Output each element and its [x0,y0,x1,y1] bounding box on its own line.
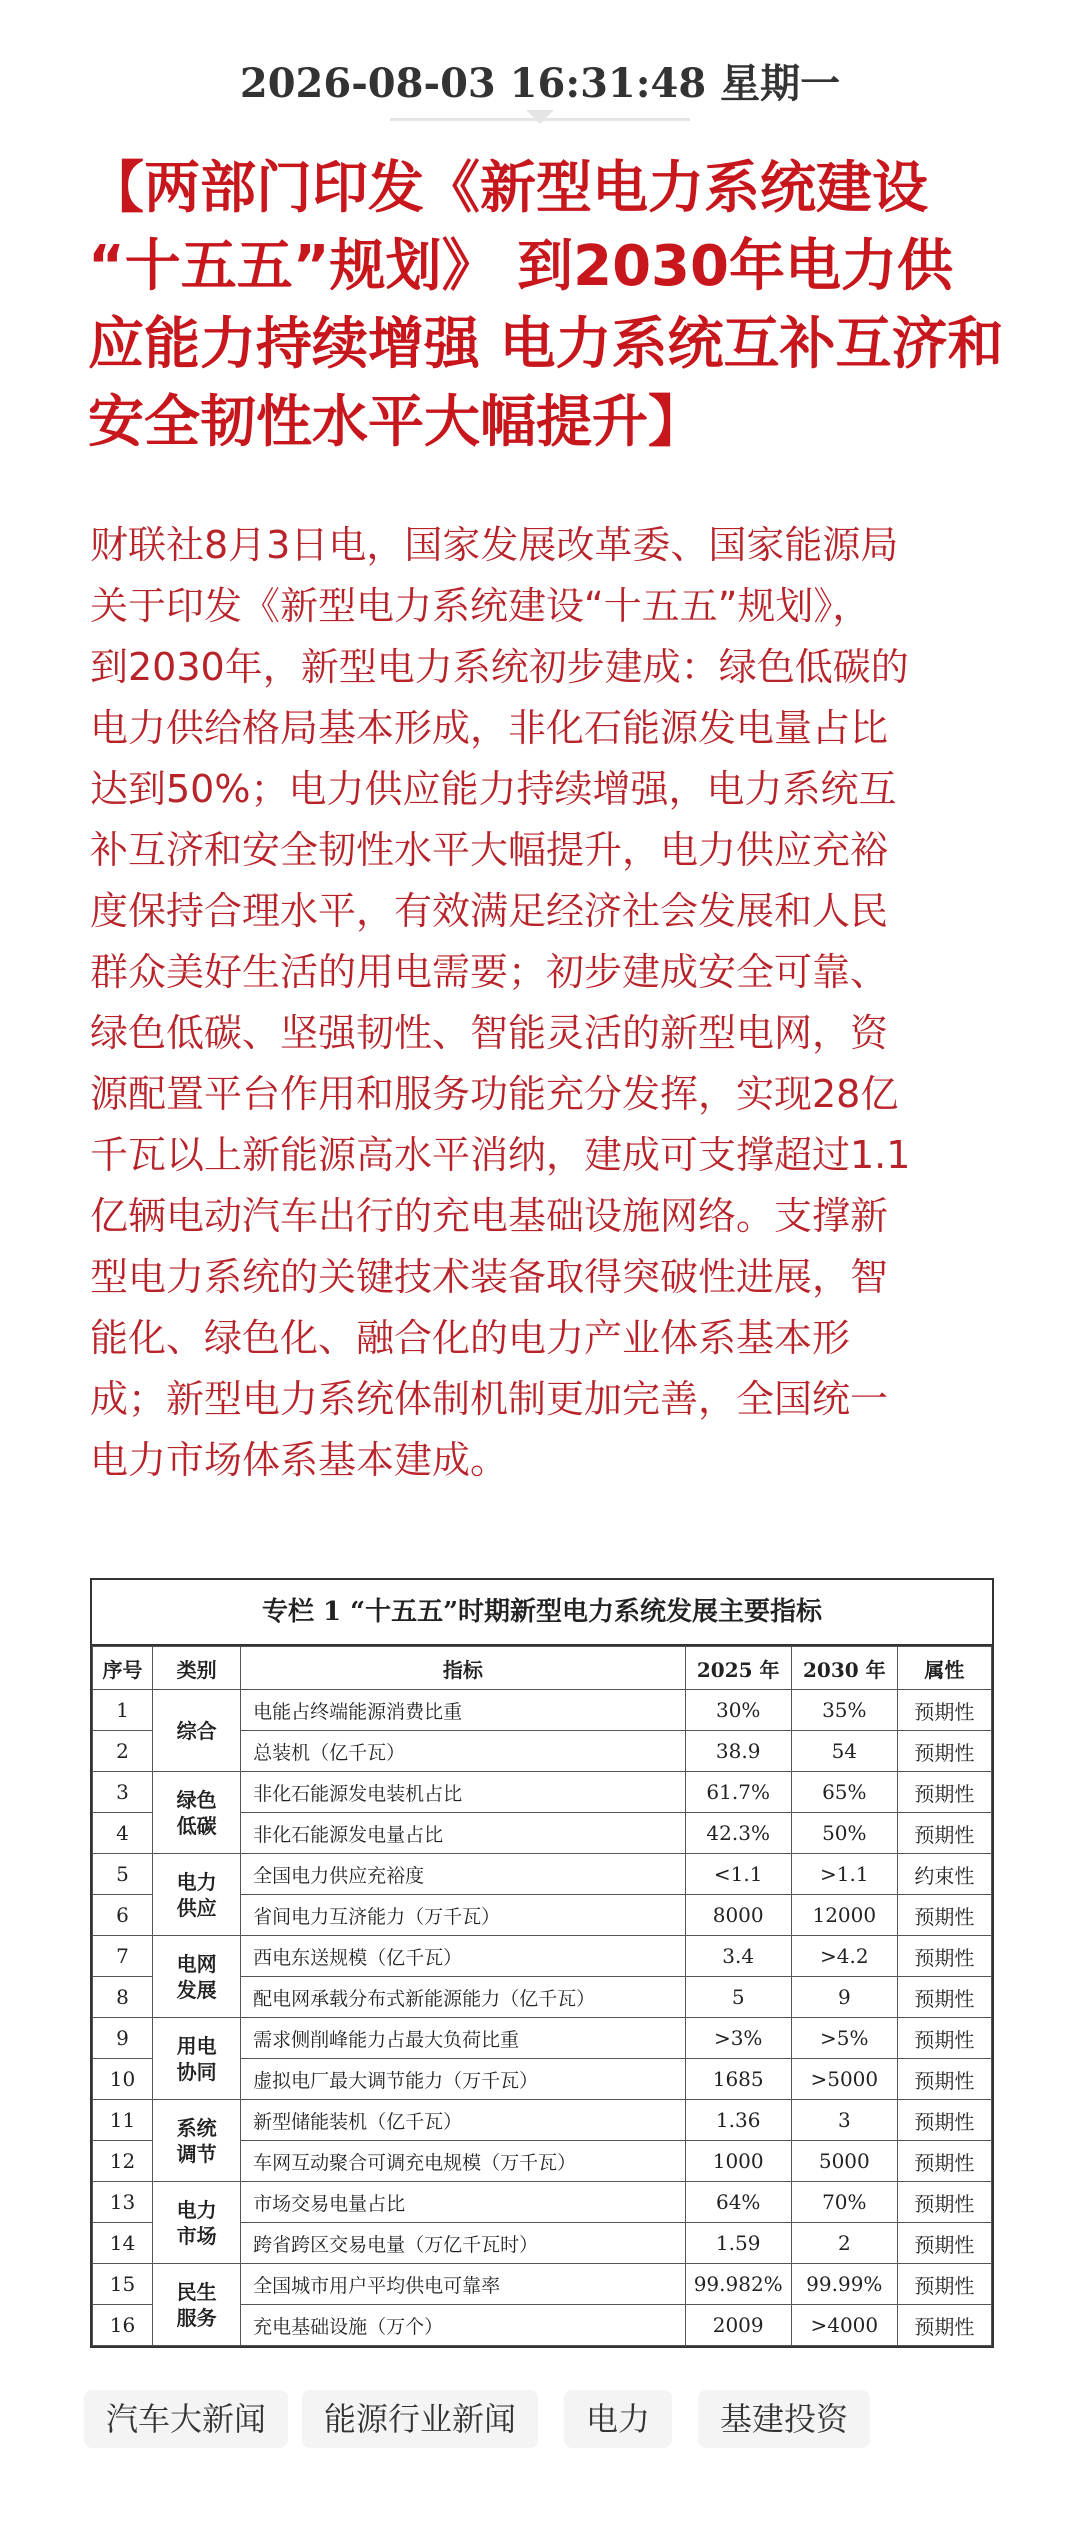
header-no: 序号 [93,1647,153,1690]
cell-2025: 8000 [685,1895,791,1936]
cell-no: 8 [93,1977,153,2018]
tag-chip[interactable]: 基建投资 [698,2390,870,2448]
cell-2025: 2009 [685,2305,791,2346]
cell-indicator: 电能占终端能源消费比重 [241,1690,685,1731]
cell-indicator: 车网互动聚合可调充电规模（万千瓦） [241,2141,685,2182]
table-row [93,1690,992,1731]
headline-line: 【两部门印发《新型电力系统建设 [88,156,928,221]
cell-category: 系统 调节 [153,2100,241,2182]
header-attr: 属性 [897,1647,991,1690]
body-line: 型电力系统的关键技术装备取得突破性进展，智 [90,1255,889,1299]
cell-indicator: 市场交易电量占比 [241,2182,685,2223]
cell-2030: >5% [791,2018,897,2059]
body-line: 成；新型电力系统体制机制更加完善，全国统一 [90,1377,889,1421]
body-line: 到2030年，新型电力系统初步建成：绿色低碳的 [90,645,909,689]
cell-attr: 预期性 [897,2018,991,2059]
cell-indicator: 西电东送规模（亿千瓦） [241,1936,685,1977]
table-row [93,2264,992,2305]
cell-category: 用电 协同 [153,2018,241,2100]
body-line: 能化、绿色化、融合化的电力产业体系基本形 [90,1316,851,1360]
cell-2030: 99.99% [791,2264,897,2305]
cell-indicator: 配电网承载分布式新能源能力（亿千瓦） [241,1977,685,2018]
cell-indicator: 总装机（亿千瓦） [241,1731,685,1772]
cell-2030: 35% [791,1690,897,1731]
body-line: 亿辆电动汽车出行的充电基础设施网络。支撑新 [90,1194,889,1238]
cell-indicator: 非化石能源发电量占比 [241,1813,685,1854]
body-line: 关于印发《新型电力系统建设“十五五”规划》， [90,584,871,628]
cell-attr: 预期性 [897,2141,991,2182]
headline-line: 应能力持续增强 电力系统互补互济和 [88,312,1004,377]
cell-2025: 1000 [685,2141,791,2182]
cell-2030: 5000 [791,2141,897,2182]
cell-2025: 42.3% [685,1813,791,1854]
cell-category: 民生 服务 [153,2264,241,2346]
body-line: 达到50%；电力供应能力持续增强，电力系统互 [90,767,897,811]
cell-indicator: 非化石能源发电装机占比 [241,1772,685,1813]
cell-no: 7 [93,1936,153,1977]
cell-no: 4 [93,1813,153,1854]
cell-category: 综合 [153,1690,241,1772]
cell-attr: 预期性 [897,2223,991,2264]
cell-2025: 38.9 [685,1731,791,1772]
tag-chip[interactable]: 汽车大新闻 [84,2390,288,2448]
cell-attr: 预期性 [897,2305,991,2346]
cell-category: 电网 发展 [153,1936,241,2018]
cell-2030: 3 [791,2100,897,2141]
cell-indicator: 需求侧削峰能力占最大负荷比重 [241,2018,685,2059]
headline [88,150,1008,462]
cell-attr: 预期性 [897,2264,991,2305]
body-line: 绿色低碳、坚强韧性、智能灵活的新型电网，资 [90,1011,889,1055]
body-line: 度保持合理水平，有效满足经济社会发展和人民 [90,889,889,933]
cell-2030: 12000 [791,1895,897,1936]
cell-2030: >4000 [791,2305,897,2346]
cell-2025: 99.982% [685,2264,791,2305]
cell-indicator: 全国电力供应充裕度 [241,1854,685,1895]
table-title: 专栏 1 “十五五”时期新型电力系统发展主要指标 [92,1580,992,1646]
cell-2025: 30% [685,1690,791,1731]
cell-2025: 5 [685,1977,791,2018]
cell-attr: 预期性 [897,1731,991,1772]
cell-2030: 9 [791,1977,897,2018]
cell-no: 5 [93,1854,153,1895]
timestamp-notch [526,110,554,124]
body-line: 群众美好生活的用电需要；初步建成安全可靠、 [90,950,889,994]
cell-2030: 54 [791,1731,897,1772]
cell-2025: 64% [685,2182,791,2223]
cell-attr: 预期性 [897,1813,991,1854]
table-row [93,2182,992,2223]
header-indicator: 指标 [241,1647,685,1690]
cell-no: 16 [93,2305,153,2346]
body-line: 源配置平台作用和服务功能充分发挥，实现28亿 [90,1072,899,1116]
cell-2030: >5000 [791,2059,897,2100]
cell-attr: 预期性 [897,2100,991,2141]
cell-no: 14 [93,2223,153,2264]
cell-2025: 61.7% [685,1772,791,1813]
timestamp: 2026-08-03 16:31:48 星期一 [239,60,841,107]
cell-2025: 1.36 [685,2100,791,2141]
header-category: 类别 [153,1647,241,1690]
cell-attr: 预期性 [897,1977,991,2018]
body-line: 补互济和安全韧性水平大幅提升，电力供应充裕 [90,828,889,872]
cell-2030: 70% [791,2182,897,2223]
header-2030: 2030 年 [791,1647,897,1690]
cell-2025: <1.1 [685,1854,791,1895]
body-line: 电力供给格局基本形成，非化石能源发电量占比 [90,706,889,750]
cell-2030: 2 [791,2223,897,2264]
cell-2025: 3.4 [685,1936,791,1977]
cell-no: 13 [93,2182,153,2223]
cell-no: 11 [93,2100,153,2141]
cell-2030: >4.2 [791,1936,897,1977]
cell-category: 电力 供应 [153,1854,241,1936]
cell-category: 电力 市场 [153,2182,241,2264]
cell-attr: 预期性 [897,2059,991,2100]
cell-indicator: 充电基础设施（万个） [241,2305,685,2346]
headline-line: 安全韧性水平大幅提升】 [88,390,704,455]
cell-no: 3 [93,1772,153,1813]
cell-2025: 1685 [685,2059,791,2100]
cell-no: 1 [93,1690,153,1731]
cell-attr: 约束性 [897,1854,991,1895]
cell-no: 15 [93,2264,153,2305]
tag-chip[interactable]: 能源行业新闻 [302,2390,538,2448]
table-row [93,1772,992,1813]
cell-indicator: 虚拟电厂最大调节能力（万千瓦） [241,2059,685,2100]
table-row [93,2100,992,2141]
cell-indicator: 全国城市用户平均供电可靠率 [241,2264,685,2305]
cell-indicator: 省间电力互济能力（万千瓦） [241,1895,685,1936]
cell-attr: 预期性 [897,1936,991,1977]
cell-indicator: 跨省跨区交易电量（万亿千瓦时） [241,2223,685,2264]
cell-2030: 65% [791,1772,897,1813]
headline-line: “十五五”规划》 到2030年电力供 [88,234,953,299]
cell-no: 6 [93,1895,153,1936]
cell-no: 12 [93,2141,153,2182]
cell-2025: >3% [685,2018,791,2059]
table-row [93,1936,992,1977]
cell-category: 绿色 低碳 [153,1772,241,1854]
cell-attr: 预期性 [897,2182,991,2223]
cell-2030: >1.1 [791,1854,897,1895]
body-line: 电力市场体系基本建成。 [90,1438,509,1482]
body-line: 千瓦以上新能源高水平消纳，建成可支撑超过1.1 [90,1133,911,1177]
cell-attr: 预期性 [897,1772,991,1813]
indicators-table [92,1646,992,2346]
indicators-table-image[interactable] [90,1578,994,2348]
table-row [93,1854,992,1895]
tag-chip[interactable]: 电力 [564,2390,672,2448]
cell-attr: 预期性 [897,1690,991,1731]
cell-2030: 50% [791,1813,897,1854]
cell-no: 10 [93,2059,153,2100]
header-2025: 2025 年 [685,1647,791,1690]
cell-no: 2 [93,1731,153,1772]
table-row [93,2018,992,2059]
cell-no: 9 [93,2018,153,2059]
cell-attr: 预期性 [897,1895,991,1936]
cell-indicator: 新型储能装机（亿千瓦） [241,2100,685,2141]
article-body [90,515,1010,1491]
cell-2025: 1.59 [685,2223,791,2264]
body-line: 财联社8月3日电，国家发展改革委、国家能源局 [90,523,899,567]
table-header-row [93,1647,992,1690]
